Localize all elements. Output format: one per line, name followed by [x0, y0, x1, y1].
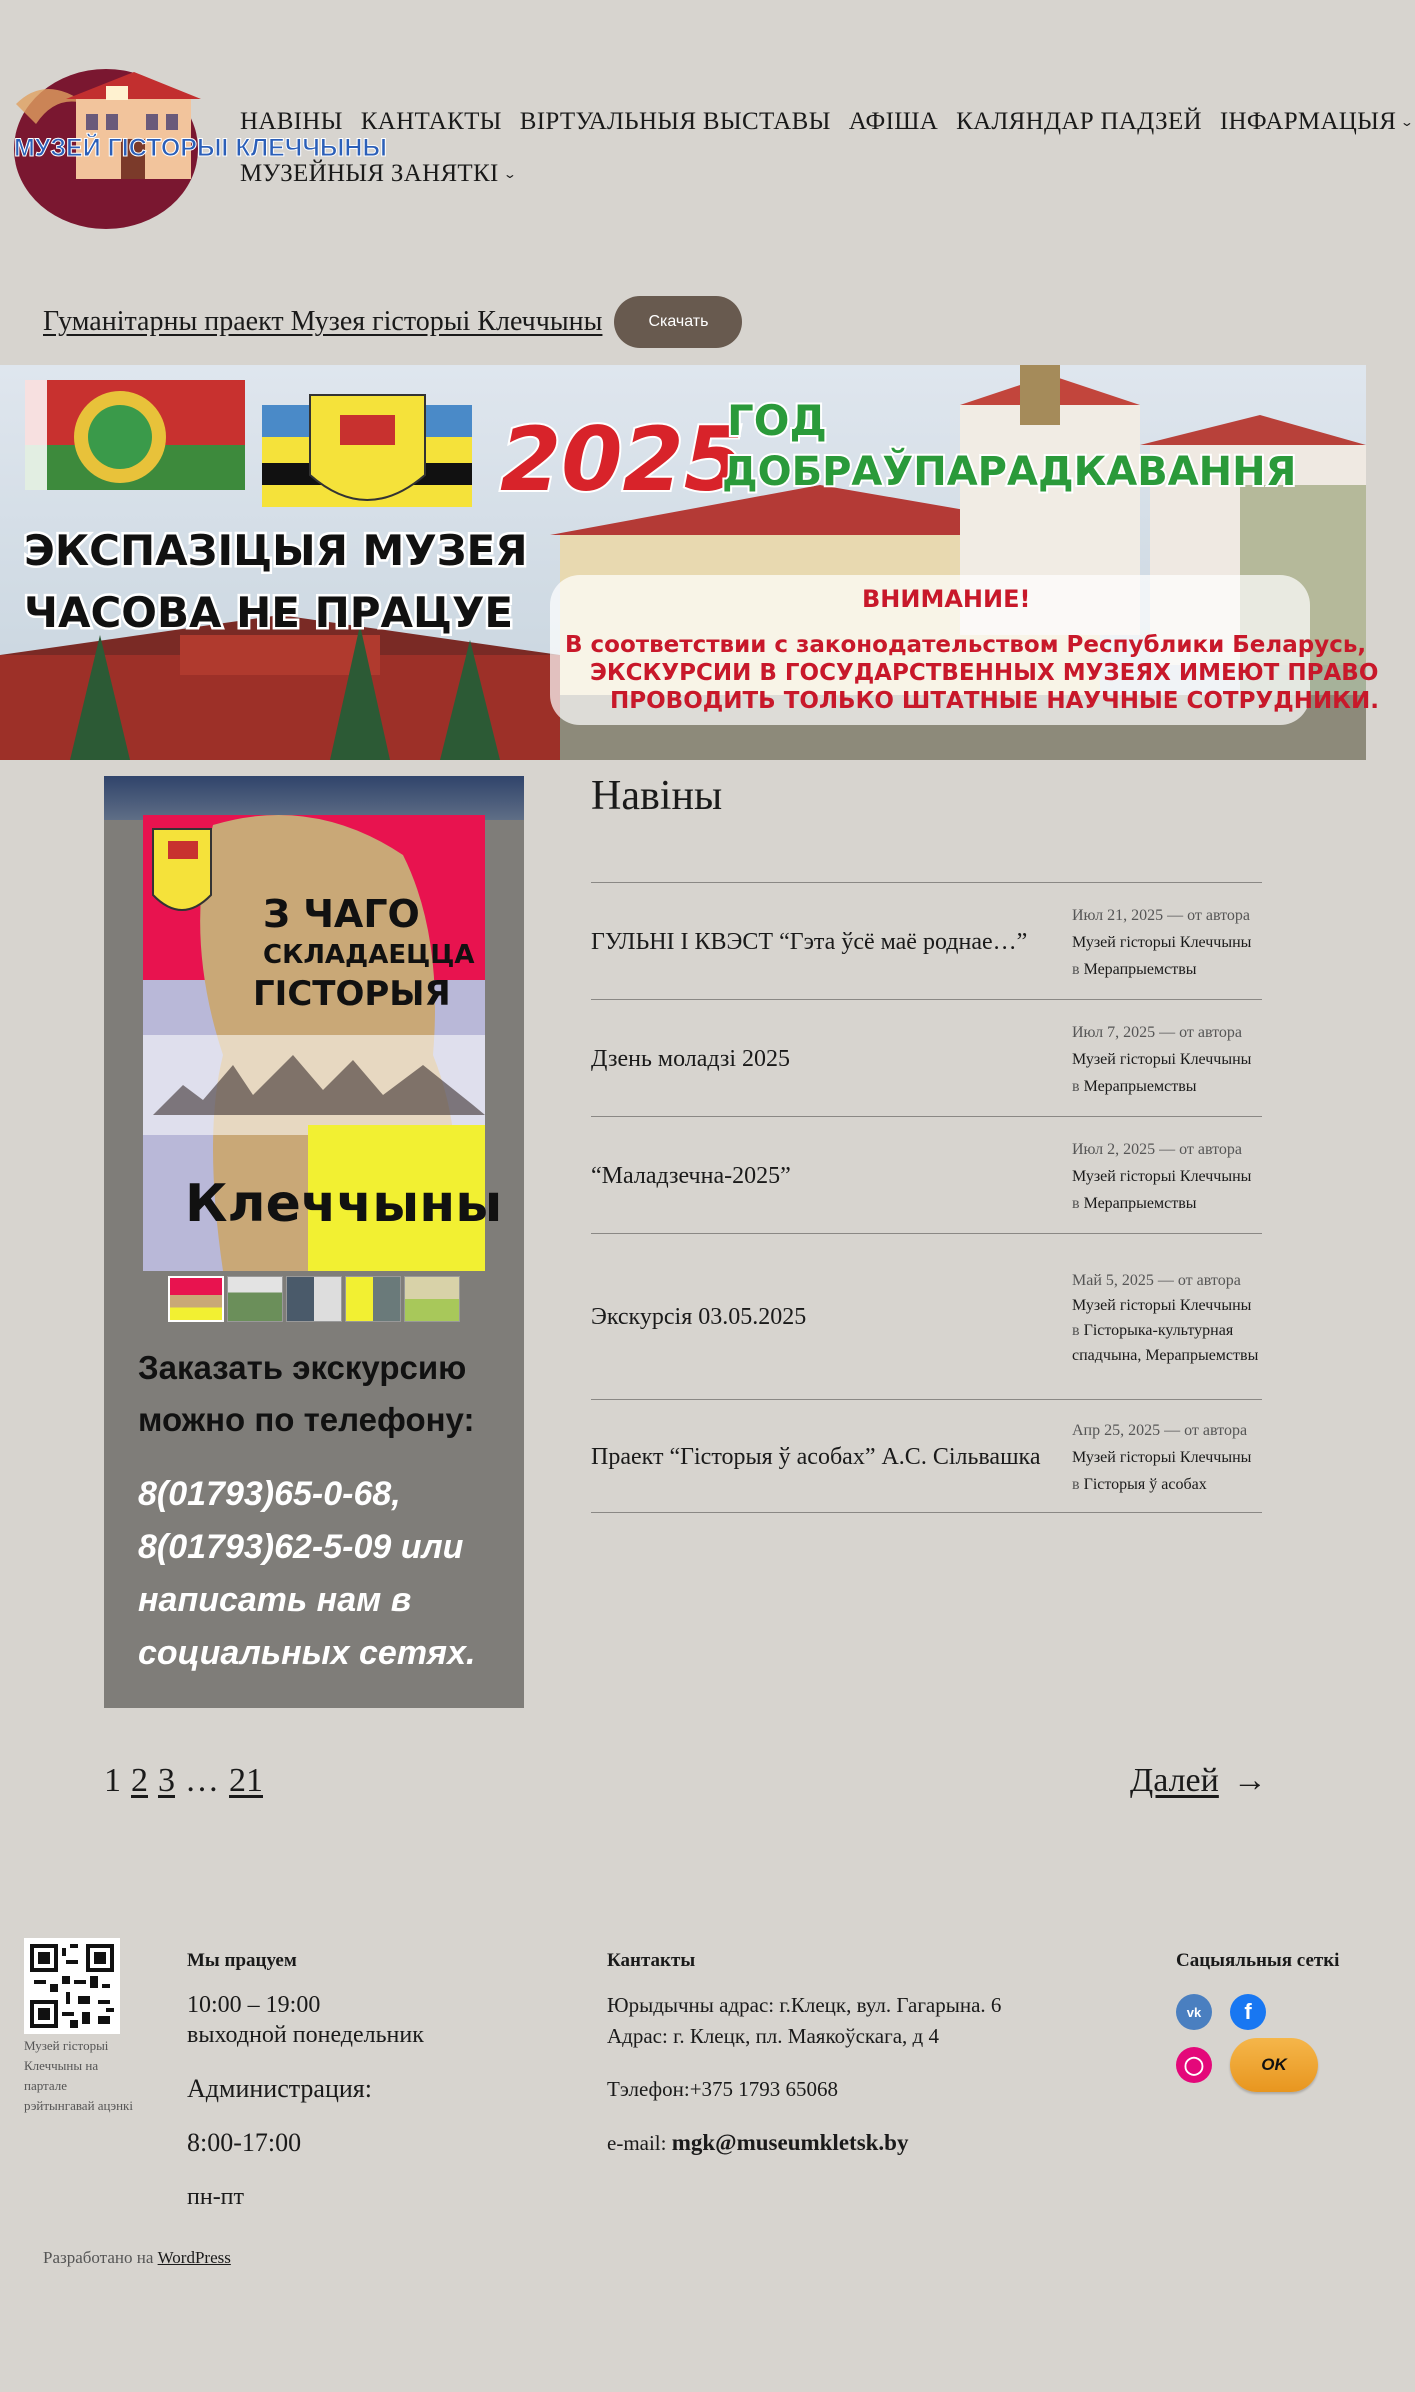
nav-item-afisha[interactable] [849, 108, 938, 136]
news-date: Май 5, 2025 [1072, 1271, 1154, 1289]
footer-social-column [1176, 1950, 1366, 2092]
list-item [591, 1233, 1262, 1399]
list-item [591, 882, 1262, 999]
page-current: 1 [104, 1762, 121, 1799]
news-category-link[interactable]: Гісторыя ў асобах [1083, 1475, 1207, 1493]
news-author-link[interactable]: Музей гісторыі Клеччыны [1072, 933, 1252, 951]
news-in: в [1072, 1194, 1080, 1212]
poster-slide[interactable] [143, 815, 503, 1271]
news-item-title[interactable]: Праект “Гісторыя ў асобах” А.С. Сільвашка [591, 1443, 1041, 1470]
footer-admin-label: Администрация: [187, 2074, 372, 2103]
qr-code[interactable] [24, 1938, 120, 2034]
news-heading: Навіны [591, 773, 723, 819]
chevron-down-icon[interactable]: ⌄ [1400, 114, 1415, 129]
news-author-link[interactable]: Музей гісторыі Клеччыны [1072, 1050, 1252, 1068]
news-category-link[interactable]: Гісторыка-культурная спадчына, Мерапрыемствы [1072, 1321, 1259, 1364]
hero-banner [0, 365, 1379, 760]
vk-icon[interactable]: vk [1176, 1994, 1212, 2030]
banner-year-line2: ДОБРАЎПАРАДКАВАННЯ [722, 449, 1297, 495]
poster-order-text: Заказать экскурсию можно по телефону: [138, 1349, 475, 1438]
news-category-link[interactable]: Мерапрыемствы [1083, 1194, 1197, 1212]
nav-label: ІНФАРМАЦЫЯ [1219, 108, 1397, 135]
footer-contacts-heading: Кантакты [607, 1950, 696, 1971]
main-nav [240, 96, 1415, 200]
qr-caption: Музей гісторыі Клеччыны на партале рэйтынгавай ацэнкі [24, 2038, 133, 2113]
nav-item-news[interactable] [240, 108, 343, 136]
footer-email-label: e-mail: [607, 2131, 667, 2155]
thumbnail[interactable] [227, 1276, 283, 1322]
news-date: Июл 21, 2025 [1072, 906, 1164, 924]
social-row-2 [1176, 2038, 1366, 2092]
footer-phone: Тэлефон:+375 1793 65068 [607, 2077, 839, 2101]
social-row-1 [1176, 1994, 1366, 2030]
list-item [591, 999, 1262, 1116]
nav-item-museum-classes[interactable] [240, 160, 518, 188]
poster-thumbnails [168, 1276, 460, 1322]
news-item-title[interactable]: “Маладзечна-2025” [591, 1162, 791, 1189]
footer-day-off: выходной понедельник [187, 2022, 424, 2048]
news-item-meta [1072, 1019, 1262, 1100]
thumbnail[interactable] [345, 1276, 401, 1322]
nav-item-virtual-exhibitions[interactable] [520, 108, 831, 136]
poster-phones-text: 8(01793)65-0-68, 8(01793)62-5-09 или написать нам в социальных сетях. [138, 1475, 476, 1672]
footer-social-heading: Сацыяльныя сеткі [1176, 1950, 1340, 1971]
instagram-icon[interactable]: ◯ [1176, 2047, 1212, 2083]
banner-notice-line1: В соответствии с законодательством Республики Беларусь, [565, 632, 1367, 658]
news-category-link[interactable]: Мерапрыемствы [1083, 960, 1197, 978]
banner-notice-line2: ЭКСКУРСИИ В ГОСУДАРСТВЕННЫХ МУЗЕЯХ ИМЕЮТ ПРАВО [590, 660, 1379, 686]
next-page-link[interactable] [1130, 1762, 1267, 1800]
news-item-title[interactable]: Экскурсія 03.05.2025 [591, 1304, 807, 1330]
news-item-meta [1072, 1136, 1262, 1217]
news-author-link[interactable]: Музей гісторыі Клеччыны [1072, 1448, 1252, 1466]
download-button[interactable]: Скачать [614, 296, 742, 348]
footer-email[interactable]: mgk@museumkletsk.by [671, 2130, 909, 2155]
news-item-title[interactable]: ГУЛЬНІ І КВЭСТ “Гэта ўсё маё роднае…” [591, 928, 1028, 955]
project-title-link[interactable]: Гуманітарны праект Музея гісторыі Клеччыны [43, 306, 603, 337]
arrow-right-icon: → [1232, 1762, 1267, 1799]
news-item-title[interactable]: Дзень моладзі 2025 [591, 1045, 791, 1072]
page-link-3[interactable]: 3 [158, 1762, 175, 1799]
banner-year-line1: ГОД [727, 396, 827, 445]
nav-row-2 [240, 148, 1360, 200]
news-in: в [1072, 960, 1080, 978]
poster-line2: СКЛАДАЕЦЦА [263, 940, 475, 970]
news-date: Апр 25, 2025 [1072, 1421, 1161, 1439]
banner-closed-line1: ЭКСПАЗІЦЫЯ МУЗЕЯ [24, 526, 528, 575]
footer-legal-address: Юрыдычны адрас: г.Клецк, вул. Гагарына. 6 [607, 1993, 1002, 2017]
excursion-poster [104, 776, 524, 1708]
footer-email-line [607, 2127, 1027, 2159]
page-ellipsis: … [185, 1762, 219, 1799]
nav-label: АФІША [848, 108, 939, 135]
logo-text: МУЗЕЙ ГІСТОРЫІ КЛЕЧЧЫНЫ [14, 134, 387, 162]
list-item [591, 1116, 1262, 1233]
banner-notice-line3: ПРОВОДИТЬ ТОЛЬКО ШТАТНЫЕ НАУЧНЫЕ СОТРУДНИКИ. [610, 688, 1379, 714]
footer-admin-hours: 8:00-17:00 [187, 2128, 302, 2157]
next-label: Далей [1130, 1762, 1219, 1799]
list-item [591, 1399, 1262, 1513]
news-by: — от автора [1159, 1023, 1243, 1041]
news-in: в [1072, 1321, 1080, 1339]
news-by: — от автора [1159, 1140, 1243, 1158]
pagination [104, 1762, 263, 1800]
nav-item-information[interactable] [1220, 108, 1413, 136]
footer-hours: 10:00 – 19:00 [187, 1992, 321, 2018]
news-author-link[interactable]: Музей гісторыі Клеччыны [1072, 1296, 1252, 1314]
news-by: — от автора [1164, 1421, 1248, 1439]
news-in: в [1072, 1077, 1080, 1095]
news-date: Июл 7, 2025 [1072, 1023, 1156, 1041]
news-item-meta [1072, 902, 1262, 983]
banner-year: 2025 [500, 408, 745, 511]
thumbnail[interactable] [286, 1276, 342, 1322]
wordpress-link[interactable]: WordPress [157, 2248, 231, 2267]
page-link-2[interactable]: 2 [131, 1762, 148, 1799]
footer-contacts-column [607, 1950, 1027, 2159]
chevron-down-icon[interactable]: ⌄ [502, 166, 518, 181]
credit-prefix: Разработано на [43, 2248, 154, 2267]
nav-label: МУЗЕЙНЫЯ ЗАНЯТКІ [240, 160, 499, 187]
news-list [591, 882, 1262, 1513]
news-item-meta [1072, 1268, 1262, 1368]
project-line [43, 296, 742, 348]
news-by: — от автора [1167, 906, 1251, 924]
nav-item-contacts[interactable] [361, 108, 502, 136]
news-author-link[interactable]: Музей гісторыі Клеччыны [1072, 1167, 1252, 1185]
thumbnail[interactable] [168, 1276, 224, 1322]
nav-label: НАВІНЫ [240, 108, 343, 135]
ok-button[interactable]: OK [1230, 2038, 1318, 2092]
facebook-icon[interactable]: f [1230, 1994, 1266, 2030]
page-link-last[interactable]: 21 [229, 1762, 263, 1799]
news-by: — от автора [1157, 1271, 1241, 1289]
thumbnail[interactable] [404, 1276, 460, 1322]
poster-top-strip [104, 776, 524, 820]
news-date: Июл 2, 2025 [1072, 1140, 1156, 1158]
nav-label: КАЛЯНДАР ПАДЗЕЙ [956, 108, 1202, 135]
nav-label: ВІРТУАЛЬНЫЯ ВЫСТАВЫ [519, 108, 831, 135]
nav-label: КАНТАКТЫ [360, 108, 502, 135]
footer-address: Адрас: г. Клецк, пл. Маякоўскага, д 4 [607, 2024, 939, 2048]
poster-line4: Клеччыны [185, 1174, 503, 1234]
footer-admin-days: пн-пт [187, 2184, 245, 2210]
banner-notice-title: ВНИМАНИЕ! [862, 585, 1031, 613]
nav-item-calendar[interactable] [956, 108, 1202, 136]
poster-line3: ГІСТОРЫЯ [253, 974, 451, 1014]
banner-closed-line2: ЧАСОВА НЕ ПРАЦУЕ [24, 588, 514, 637]
poster-line1: З ЧАГО [263, 892, 420, 936]
footer-hours-heading: Мы працуем [187, 1950, 297, 1971]
credit-line [43, 2248, 231, 2268]
news-in: в [1072, 1475, 1080, 1493]
news-item-meta [1072, 1417, 1262, 1498]
nav-row-1 [240, 96, 1415, 148]
footer-hours-column [187, 1950, 424, 2211]
news-category-link[interactable]: Мерапрыемствы [1083, 1077, 1197, 1095]
